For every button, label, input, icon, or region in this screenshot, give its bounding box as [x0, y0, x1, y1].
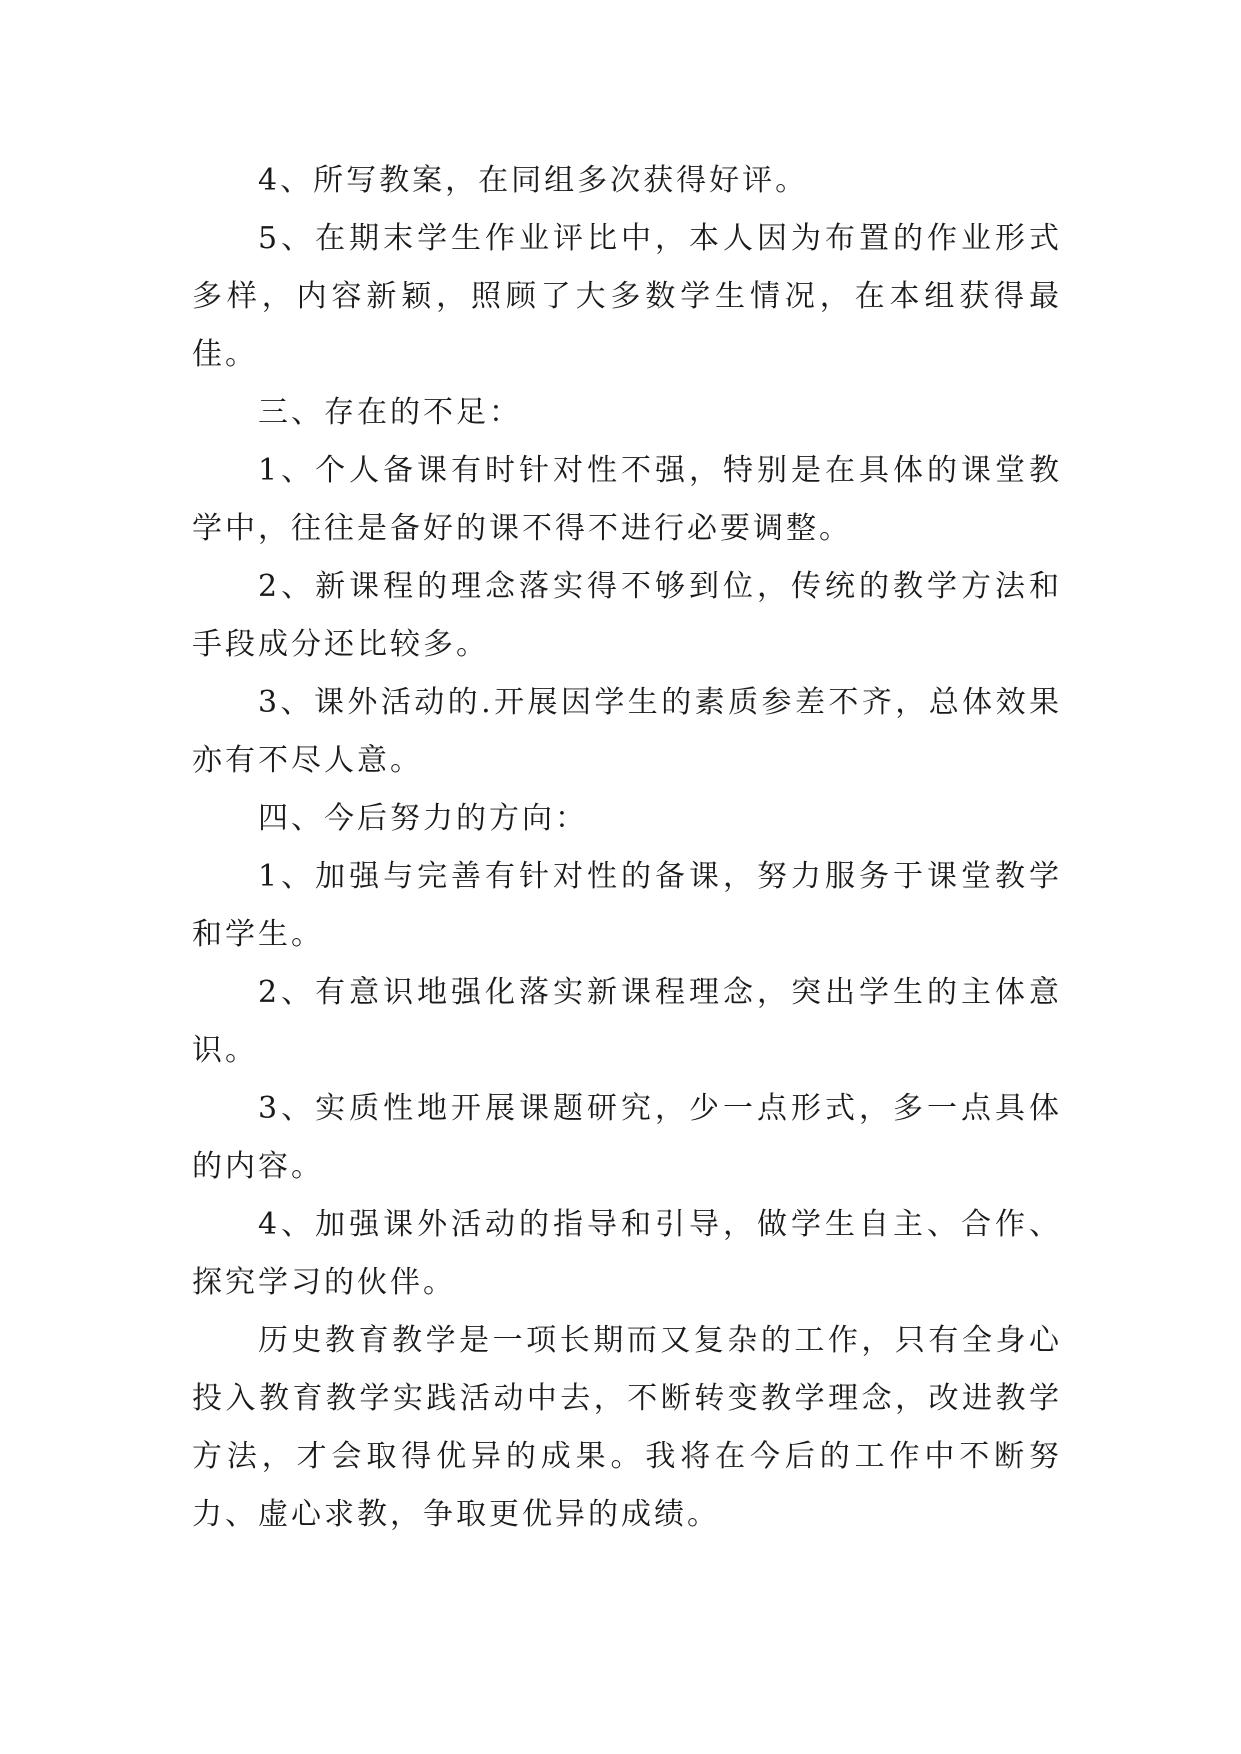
paragraph: 3、课外活动的.开展因学生的素质参差不齐，总体效果亦有不尽人意。	[192, 685, 1062, 778]
paragraph: 2、新课程的理念落实得不够到位，传统的教学方法和手段成分还比较多。	[192, 569, 1062, 662]
paragraph: 4、加强课外活动的指导和引导，做学生自主、合作、探究学习的伙伴。	[192, 1207, 1062, 1300]
paragraph: 1、个人备课有时针对性不强，特别是在具体的课堂教学中，往往是备好的课不得不进行必要调整。	[192, 453, 1062, 546]
paragraph: 历史教育教学是一项长期而又复杂的工作，只有全身心投入教育教学实践活动中去，不断转变教学理念，改进教学方法，才会取得优异的成果。我将在今后的工作中不断努力、虚心求教，争取更优异的成绩。	[192, 1323, 1062, 1532]
section-heading: 四、今后努力的方向：	[258, 801, 588, 836]
document-body	[192, 152, 1062, 1544]
paragraph: 4、所写教案，在同组多次获得好评。	[258, 163, 809, 198]
paragraph: 1、加强与完善有针对性的备课，努力服务于课堂教学和学生。	[192, 859, 1062, 952]
paragraph: 3、实质性地开展课题研究，少一点形式，多一点具体的内容。	[192, 1091, 1062, 1184]
paragraph: 5、在期末学生作业评比中，本人因为布置的作业形式多样，内容新颖，照顾了大多数学生情况，在本组获得最佳。	[192, 221, 1062, 372]
section-heading: 三、存在的不足：	[258, 395, 522, 430]
paragraph: 2、有意识地强化落实新课程理念，突出学生的主体意识。	[192, 975, 1062, 1068]
